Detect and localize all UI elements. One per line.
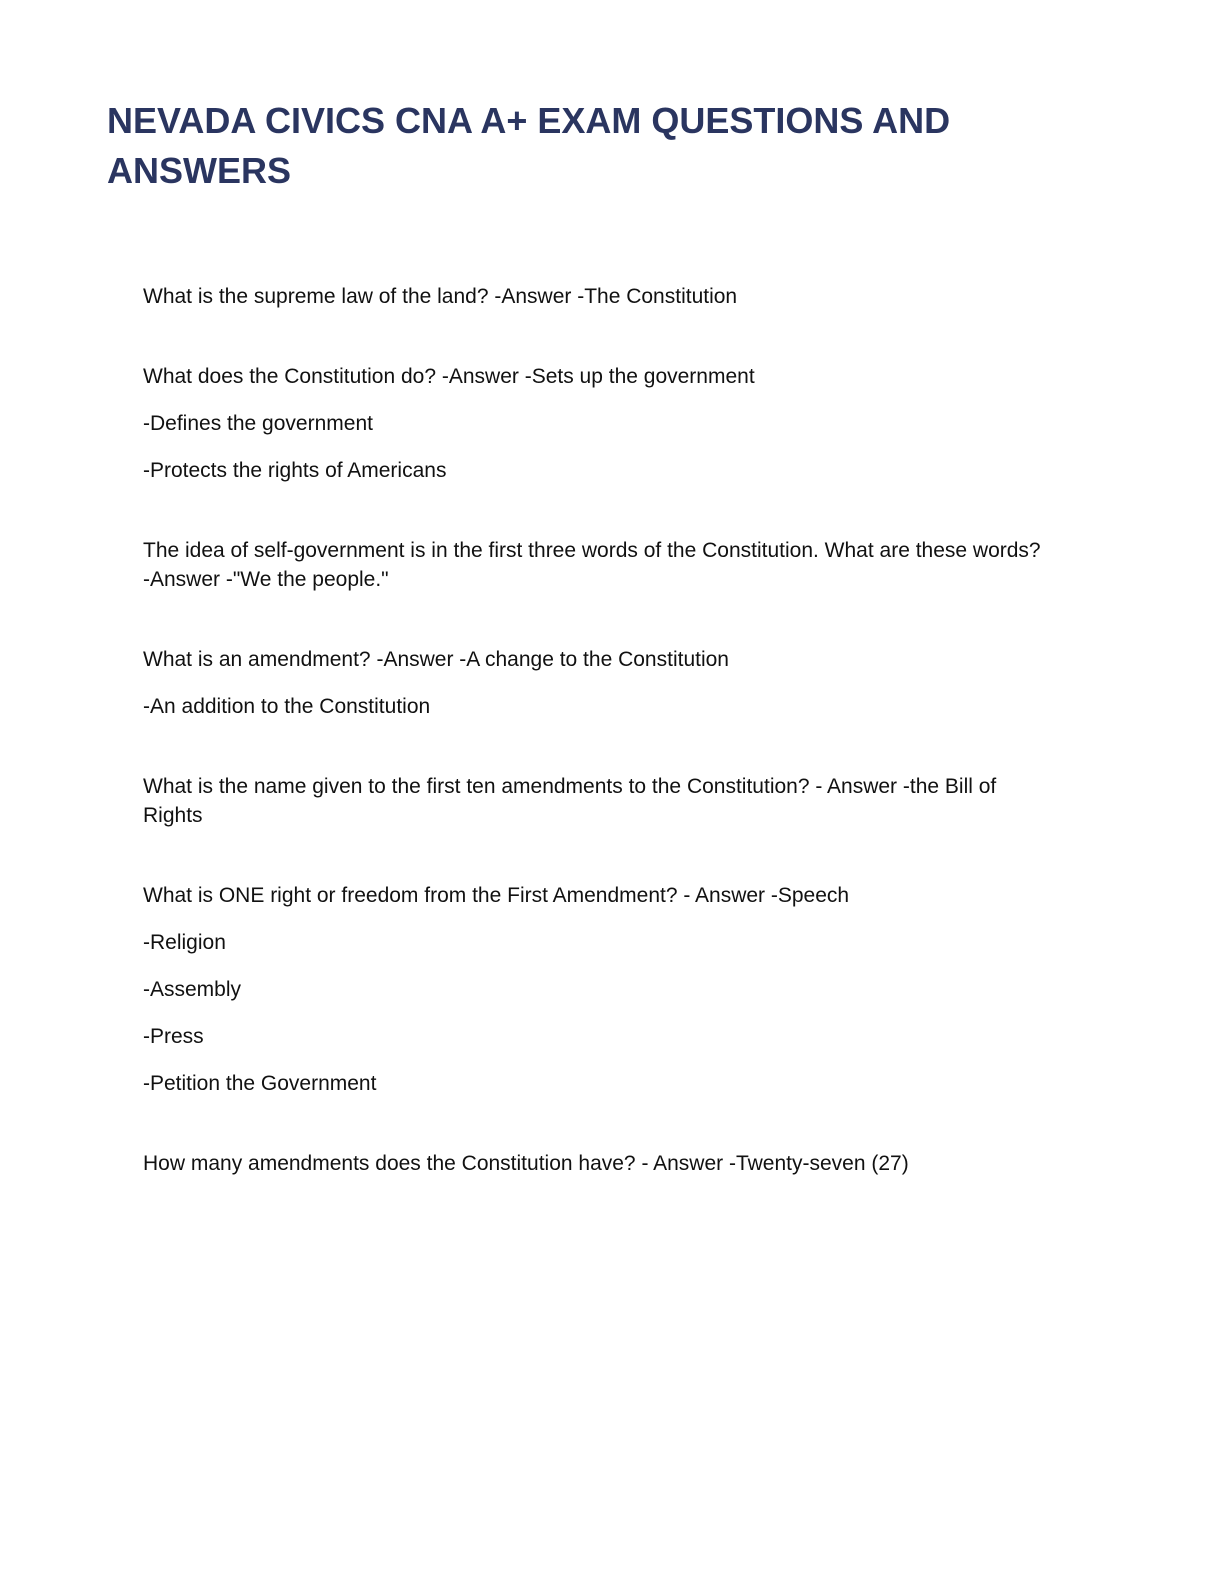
qa-paragraph: What does the Constitution do? -Answer -Sets up the government	[143, 365, 755, 388]
qa-group	[143, 536, 1043, 594]
qa-paragraph: The idea of self-government is in the first three words of the Constitution. What are these words? -Answer -"We the people."	[143, 539, 1041, 591]
qa-paragraph: -Religion	[143, 931, 226, 954]
document-title-line-1: NEVADA CIVICS CNA A+ EXAM QUESTIONS AND	[107, 100, 951, 141]
qa-group	[143, 645, 1043, 721]
qa-paragraph: How many amendments does the Constitution have? - Answer -Twenty-seven (27)	[143, 1152, 909, 1175]
qa-paragraph: -An addition to the Constitution	[143, 695, 431, 718]
qa-paragraph: What is the name given to the first ten amendments to the Constitution? - Answer -the Bill of Rights	[143, 775, 997, 827]
qa-paragraph: -Petition the Government	[143, 1072, 377, 1095]
document-title-line-2: ANSWERS	[107, 150, 292, 191]
qa-group	[143, 1149, 1043, 1178]
qa-content	[143, 282, 1043, 1178]
qa-group	[143, 881, 1043, 1098]
qa-paragraph: What is ONE right or freedom from the First Amendment? - Answer -Speech	[143, 884, 850, 907]
qa-paragraph: -Protects the rights of Americans	[143, 459, 447, 482]
qa-paragraph: -Press	[143, 1025, 204, 1048]
qa-group	[143, 772, 1043, 830]
qa-paragraph: What is the supreme law of the land? -Answer -The Constitution	[143, 285, 738, 308]
qa-group	[143, 282, 1043, 311]
qa-group	[143, 362, 1043, 485]
document-title	[107, 96, 1224, 196]
qa-paragraph: -Defines the government	[143, 412, 373, 435]
qa-paragraph: -Assembly	[143, 978, 242, 1001]
qa-paragraph: What is an amendment? -Answer -A change to the Constitution	[143, 648, 729, 671]
